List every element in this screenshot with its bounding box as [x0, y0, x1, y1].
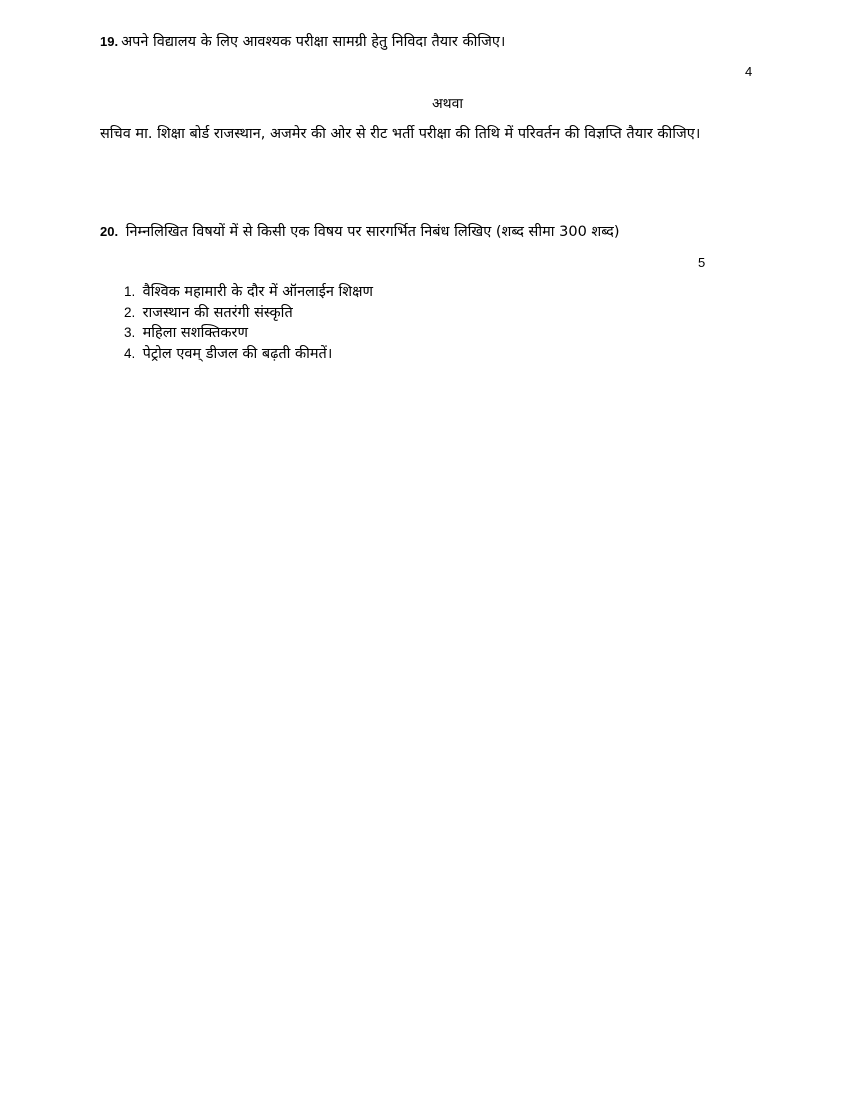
topic-text: पेट्रोल एवम् डीजल की बढ़ती कीमतें।: [142, 345, 333, 362]
question-20-marks: 5: [698, 255, 706, 270]
topic-text: वैश्विक महामारी के दौर में ऑनलाईन शिक्षण: [142, 284, 374, 300]
question-19-text: अपने विद्यालय के लिए आवश्यक परीक्षा सामग्री हेतु निविदा तैयार कीजिए।: [121, 34, 506, 50]
list-item: [124, 282, 373, 303]
question-20-text: निम्नलिखित विषयों में से किसी एक विषय पर सारगर्भित निबंध लिखिए (शब्द सीमा 300 शब्द): [125, 224, 620, 240]
list-item: [124, 303, 373, 324]
essay-topic-list: [124, 282, 373, 364]
question-19-number: 19.: [100, 34, 119, 49]
question-19: [100, 32, 505, 52]
list-item: [124, 344, 373, 365]
question-20-number: 20.: [100, 224, 119, 239]
or-label: अथवा: [431, 96, 464, 112]
topic-number: 4.: [124, 345, 136, 361]
topic-text: राजस्थान की सतरंगी संस्कृति: [142, 304, 293, 321]
topic-number: 3.: [124, 325, 136, 340]
topic-text: महिला सशक्तिकरण: [142, 325, 248, 341]
list-item: [124, 323, 373, 344]
question-20: [100, 222, 619, 242]
question-19-marks: 4: [745, 64, 753, 79]
question-19-alternative: सचिव मा. शिक्षा बोर्ड राजस्थान, अजमेर की ओर से रीट भर्ती परीक्षा की तिथि में परिवर्तन की विज्ञप्ति तैयार कीजिए।: [100, 126, 701, 142]
topic-number: 2.: [124, 304, 136, 320]
topic-number: 1.: [124, 284, 136, 299]
